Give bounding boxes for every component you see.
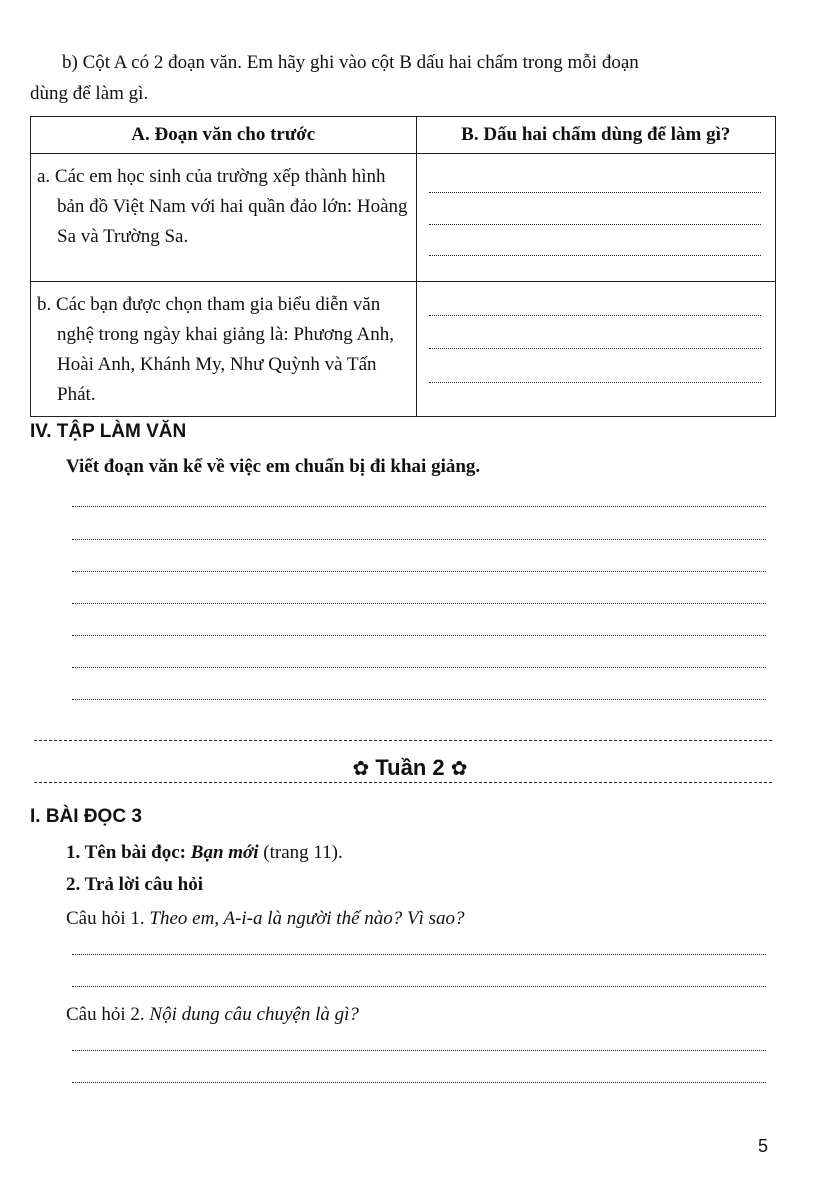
column-a-header: A. Đoạn văn cho trước bbox=[31, 117, 417, 154]
item2-label: 2. Trả lời câu hỏi bbox=[66, 874, 204, 895]
section-i-title: I. BÀI ĐỌC 3 bbox=[30, 806, 142, 827]
page-number: 5 bbox=[758, 1136, 769, 1156]
writing-line[interactable] bbox=[72, 635, 766, 636]
writing-line[interactable] bbox=[72, 603, 766, 604]
answer-line[interactable] bbox=[429, 382, 761, 383]
answer-line[interactable] bbox=[429, 315, 761, 316]
answer-cell-b[interactable] bbox=[416, 282, 775, 417]
passage-b-text: b. Các bạn được chọn tham gia biểu diễn văn nghệ trong ngày khai giảng là: Phương Anh, Hoài Anh, Khánh My, Như Quỳnh và Tấn Phát. bbox=[37, 294, 394, 405]
reading-title-line bbox=[66, 838, 343, 868]
question-1 bbox=[66, 904, 465, 934]
answer-cell-a[interactable] bbox=[416, 154, 775, 282]
question-2 bbox=[66, 1000, 359, 1030]
flower-icon: ✿ bbox=[352, 756, 370, 780]
answer-line[interactable] bbox=[429, 192, 761, 193]
writing-line[interactable] bbox=[72, 539, 766, 540]
passage-b bbox=[31, 282, 417, 417]
answer-line[interactable] bbox=[72, 1082, 766, 1083]
q2-label: Câu hỏi 2. bbox=[66, 1004, 145, 1025]
writing-line[interactable] bbox=[72, 506, 766, 507]
answer-line[interactable] bbox=[72, 954, 766, 955]
divider-top bbox=[34, 740, 772, 741]
answer-line[interactable] bbox=[429, 255, 761, 256]
section-iv-prompt: Viết đoạn văn kể về việc em chuẩn bị đi khai giảng. bbox=[66, 456, 481, 477]
column-b-header: B. Dấu hai chấm dùng để làm gì? bbox=[416, 117, 775, 154]
item1-label: 1. Tên bài đọc: bbox=[66, 842, 187, 863]
writing-line[interactable] bbox=[72, 571, 766, 572]
passage-a-text: a. Các em học sinh của trường xếp thành hình bản đồ Việt Nam với hai quần đảo lớn: Hoàng Sa và Trường Sa. bbox=[37, 166, 408, 247]
writing-line[interactable] bbox=[72, 699, 766, 700]
q1-text: Theo em, A-i-a là người thế nào? Vì sao? bbox=[149, 908, 465, 929]
intro-line-2: dùng để làm gì. bbox=[30, 83, 149, 104]
divider-bottom bbox=[34, 782, 772, 783]
intro-line-1: b) Cột A có 2 đoạn văn. Em hãy ghi vào cột B dấu hai chấm trong mỗi đoạn bbox=[62, 52, 639, 73]
q2-text: Nội dung câu chuyện là gì? bbox=[149, 1004, 359, 1025]
flower-icon: ✿ bbox=[450, 756, 468, 780]
writing-line[interactable] bbox=[72, 667, 766, 668]
week-title: Tuần 2 bbox=[375, 755, 445, 780]
passage-a bbox=[31, 154, 417, 282]
answer-table bbox=[30, 116, 776, 417]
item1-title: Bạn mới bbox=[190, 842, 259, 863]
answer-line[interactable] bbox=[72, 1050, 766, 1051]
answer-line[interactable] bbox=[72, 986, 766, 987]
answer-line[interactable] bbox=[429, 348, 761, 349]
answer-line[interactable] bbox=[429, 224, 761, 225]
item1-page: (trang 11). bbox=[263, 842, 343, 863]
section-iv-title: IV. TẬP LÀM VĂN bbox=[30, 421, 187, 442]
week-heading bbox=[0, 755, 820, 781]
q1-label: Câu hỏi 1. bbox=[66, 908, 145, 929]
